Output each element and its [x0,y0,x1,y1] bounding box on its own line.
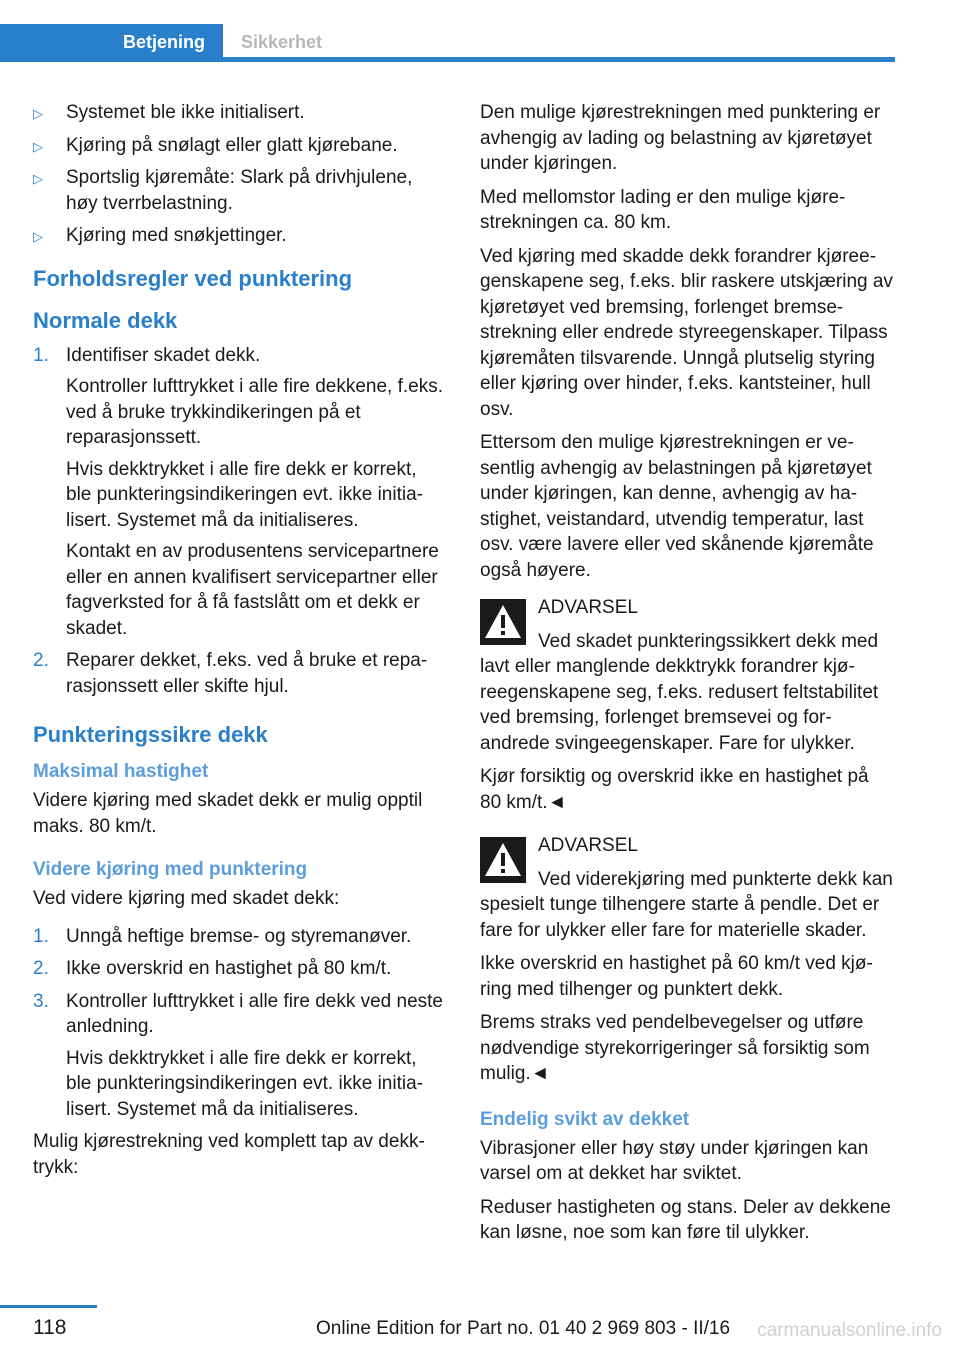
list-item: 1. Unngå heftige bremse- og styremanøver. [33,924,446,950]
paragraph: Videre kjøring med skadet dekk er mulig opptil maks. 80 km/t. [33,790,423,837]
paragraph: Ikke overskrid en hastighet på 60 km/t ved kjøring med tilhenger og punktert dekk. [480,953,873,1000]
heading-videre-kjoring: Videre kjøring med punktering [33,859,308,880]
warning-box [480,833,895,1087]
triangle-bullet-icon: ▷ [33,171,43,186]
tab-sikkerhet[interactable]: Sikkerhet [223,24,895,60]
paragraph: Ved videre kjøring med skadet dekk: [33,888,340,909]
paragraph: Brems straks ved pendelbevegelser og utføre nødvendige styrekorrigeringer så forsiktig som mulig.◄ [480,1012,870,1084]
step-number: 2. [33,958,49,979]
list-item: ▷ Kjøring på snølagt eller glatt kjørebane. [33,133,446,159]
list-item: 2. Reparer dekket, f.eks. ved å bruke et reparasjonssett eller skifte hjul. [33,650,428,697]
list-item: ▷ Kjøring med snøkjettinger. [33,223,446,249]
paragraph: Vibrasjoner eller høy støy under kjøringen kan varsel om at dekket har sviktet. [480,1137,869,1184]
warning-box [480,595,895,815]
heading-forholdsregler: Forholdsregler ved punktering [33,265,353,291]
paragraph: Ved viderekjøring med punkterte dekk kan spesielt tunge tilhengere starte å pendle. Det er fare for ulykker eller fare for materielle skader. [480,868,893,941]
left-column [33,100,446,1188]
paragraph: Ved kjøring med skadde dekk forandrer kjøreegenskapene seg, f.eks. blir raskere utskjæring av kjøretøyet ved bremsing, forlenget bremsestrekning eller endrede styreegenskaper. Tilpass kjøremåten tilsvarende. Unngå plutselig styring eller kjøring over hinder, f.eks. kantsteiner, hull osv. [480,245,893,420]
bullet-list [33,100,446,249]
watermark: carmanualsonline.info [757,1320,942,1341]
list-item: 3. Kontroller lufttrykket i alle fire dekk ved neste anledning. Hvis dekktrykket i alle fire dekk er korrekt, ble punkteringsindikeringen evt. ikke initialisert. Systemet må da initialiseres. [33,990,444,1120]
triangle-bullet-icon: ▷ [33,138,43,154]
list-item: ▷ Systemet ble ikke initialisert. [33,100,446,126]
paragraph: Med mellomstor lading er den mulige kjørestrekningen ca. 80 km. [480,186,846,233]
paragraph: Ved skadet punkteringssikkert dekk med lavt eller manglende dekktrykk forandrer kjøreegenskapene seg, f.eks. redusert feltstabilitet ved bremsing, forlenget bremsevei og forandrede svingeegenskaper. Fare for ulykker. [480,630,879,754]
heading-maksimal-hastighet: Maksimal hastighet [33,761,209,782]
footer-rule [0,1305,97,1308]
warning-title: ADVARSEL [538,835,638,856]
paragraph: Kjør forsiktig og overskrid ikke en hastighet på 80 km/t.◄ [480,766,869,813]
paragraph: Reduser hastigheten og stans. Deler av dekkene kan løsne, noe som kan føre til ulykker. [480,1196,891,1243]
step-number: 2. [33,650,49,671]
paragraph: Ettersom den mulige kjørestrekningen er vesentlig avhengig av belastningen på kjøretøyet under kjøringen, kan denne, avhengig av hastighet, veistandard, utvendig temperatur, last osv. være lavere eller ved skånende kjøremåte også høyere. [480,432,874,581]
header-rule [0,59,895,62]
list-item: 1. Identifiser skadet dekk. Kontroller lufttrykket i alle fire dekkene, f.eks. ved å bruke trykkindikeringen på et reparasjonssett. Hvis dekktrykket i alle fire dekk er korrekt, ble punkteringsindikeringen evt. ikke initialisert. Systemet må da initialiseres. Kontakt en av produsentens servicepartnere eller en annen kvalifisert servicepartner eller fagverksted for å få fastslått om et dekk er skadet. [33,344,443,639]
list-item: ▷ Sportslig kjøremåte: Slark på drivhjulene, høy tverrbelastning. [33,167,413,214]
triangle-bullet-icon: ▷ [33,106,43,121]
right-column [480,100,895,1254]
heading-endelig-svikt: Endelig svikt av dekket [480,1108,690,1130]
paragraph: Mulig kjørestrekning ved komplett tap av dekktrykk: [33,1131,425,1178]
warning-triangle-icon [480,837,526,883]
edition-text: Online Edition for Part no. 01 40 2 969 803 - II/16 [316,1318,731,1339]
paragraph: Den mulige kjørestrekningen med punktering er avhengig av lading og belastning av kjøretøyet under kjøringen. [480,102,881,174]
header [0,0,895,62]
step-number: 1. [33,925,49,947]
triangle-bullet-icon: ▷ [33,229,43,244]
heading-punkteringssikre: Punkteringssikre dekk [33,722,268,747]
heading-normale-dekk: Normale dekk [33,307,178,333]
warning-triangle-icon [480,599,526,645]
step-number: 1. [33,344,49,366]
step-number: 3. [33,990,49,1012]
warning-title: ADVARSEL [538,597,638,618]
list-item: 2. Ikke overskrid en hastighet på 80 km/t. [33,956,446,982]
page-number: 118 [33,1316,67,1339]
tab-betjening[interactable]: Betjening [0,24,223,60]
